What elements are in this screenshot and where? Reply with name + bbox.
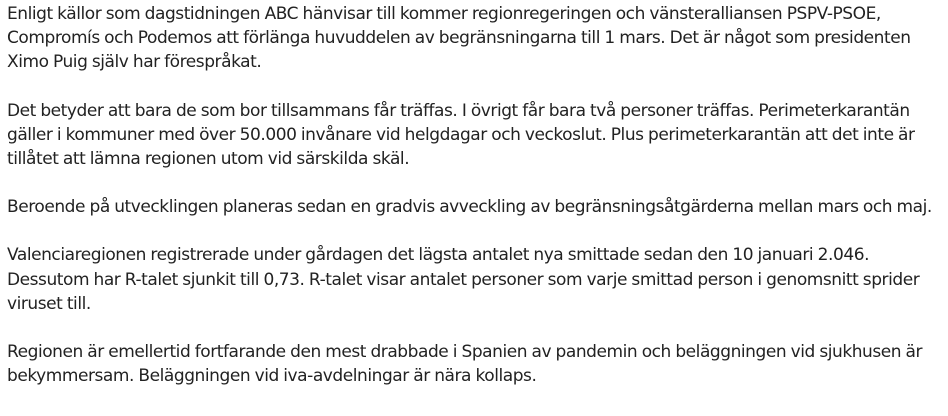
paragraph-infection-figures: Valenciaregionen registrerade under gårdagen det lägsta antalet nya smittade sedan den 10 januari 2.046. Dessutom har R-talet sjunkit till 0,73. R-talet visar antalet personer som varje smittad person i genomsnitt sprider viruset till. [7, 245, 920, 314]
paragraph-meeting-rules: Det betyder att bara de som bor tillsammans får träffas. I övrigt får bara två personer träffas. Perimeterkarantän gäller i kommuner med över 50.000 invånare vid helgdagar och veckoslut. Plus perimeterkarantän att det inte är tillåtet att lämna regionen utom vid särskilda skäl. [7, 100, 915, 170]
paragraph-restrictions-extended: Enligt källor som dagstidningen ABC hänvisar till kommer regionregeringen och vänsteralliansen PSPV-PSOE, Compromís och Podemos att förlänga huvuddelen av begränsningarna till 1 mars. Det är något som presidenten Ximo Puig själv har förespråkat. [7, 4, 911, 73]
paragraph-gradual-phaseout: Beroende på utvecklingen planeras sedan en gradvis avveckling av begränsningsåtgärderna mellan mars och maj. [7, 197, 932, 218]
paragraph-hospital-situation: Regionen är emellertid fortfarande den mest drabbade i Spanien av pandemin och beläggningen vid sjukhusen är bekymmersam. Beläggningen vid iva-avdelningar är nära kollaps. [7, 342, 923, 387]
